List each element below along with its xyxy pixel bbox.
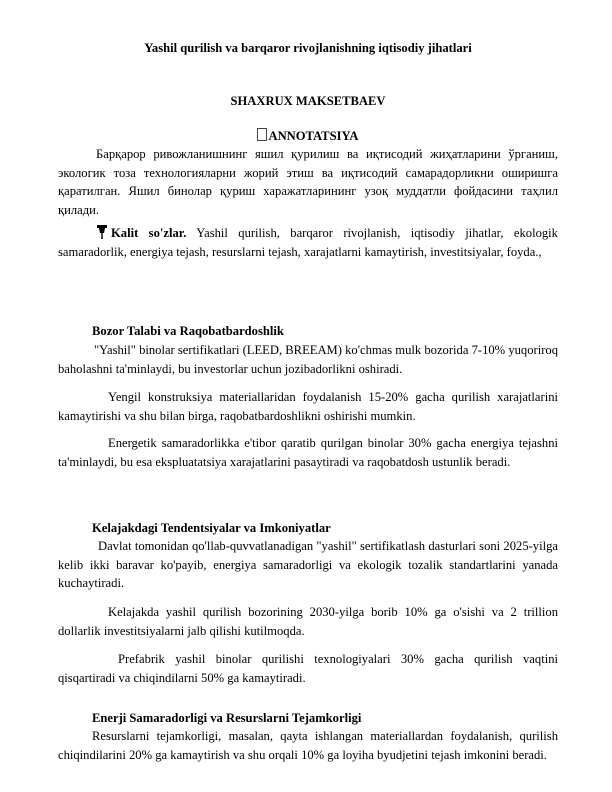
section-heading: Bozor Talabi va Raqobatbardoshlik xyxy=(92,324,284,338)
document-title: Yashil qurilish va barqaror rivojlanishning iqtisodiy jihatlari xyxy=(144,41,472,55)
placeholder-box-icon xyxy=(257,128,267,141)
section-paragraph: "Yashil" binolar sertifikatlari (LEED, BREEAM) ko'chmas mulk bozorida 7-10% yuqoriroq baholashni ta'minlaydi, bu investorlar uchun jozibadorlikni oshiradi. xyxy=(58,343,558,376)
keywords-paragraph xyxy=(58,224,558,261)
keywords-label: Kalit so'zlar. xyxy=(111,226,187,240)
section-paragraph: Prefabrik yashil binolar qurilishi texnologiyalari 30% gacha qurilish vaqtini qisqartiradi va chiqindilarni 50% ga kamaytiradi. xyxy=(58,652,558,685)
keywords-text: Yashil qurilish, barqaror rivojlanish, iqtisodiy jihatlar, ekologik samaradorlik, energiya tejash, resurslarni tejash, xarajatlarni kamaytirish, investitsiyalar, foyda., xyxy=(58,226,558,259)
section-paragraph: Kelajakda yashil qurilish bozorining 2030-yilga borib 10% ga o'sishi va 2 trillion dollarlik investitsiyalarni jalb qilishi kutilmoqda. xyxy=(58,605,558,638)
annotation-heading: ANNOTATSIYA xyxy=(58,127,558,146)
section-heading: Enerji Samaradorligi va Resurslarni Tejamkorligi xyxy=(92,711,362,725)
author-name: SHAXRUX MAKSETBAEV xyxy=(230,94,386,108)
annotation-text: Барқарор ривожланишнинг яшил қурилиш ва иқтисодий жиҳатларини ўрганиш, экологик тоза технологияларни жорий этиш ва иқтисодий самарадорликни оширишга қаратилган. Яшил бинолар қуриш харажатларининг узоқ муддатли фойдасини таҳлил қилади. xyxy=(58,147,558,217)
section-heading: Kelajakdagi Tendentsiyalar va Imkoniyatlar xyxy=(92,521,331,535)
section-paragraph: Energetik samaradorlikka e'tibor qaratib qurilgan binolar 30% gacha energiya tejashni ta'minlaydi, bu esa ekspluatatsiya xarajatlarini pasaytiradi va raqobatdosh ustunlik beradi. xyxy=(58,436,558,469)
section-paragraph: Resurslarni tejamkorligi, masalan, qayta ishlangan materiallardan foydalanish, qurilish chiqindilarini 20% ga kamaytirish va shu orqali 10% ga loyiha byudjetini tejash imkonini beradi. xyxy=(58,729,558,762)
pushpin-icon xyxy=(96,225,108,239)
section-paragraph: Yengil konstruksiya materiallaridan foydalanish 15-20% gacha qurilish xarajatlarini kamaytirishi va shu bilan birga, raqobatbardoshlikni oshirishi mumkin. xyxy=(58,390,558,423)
section-paragraph: Davlat tomonidan qo'llab-quvvatlanadigan "yashil" sertifikatlash dasturlari soni 2025-yilga kelib ikki baravar ko'payib, energiya samaradorligi va ekologik tozalik standartlarini yanada kuchaytiradi. xyxy=(58,539,558,590)
